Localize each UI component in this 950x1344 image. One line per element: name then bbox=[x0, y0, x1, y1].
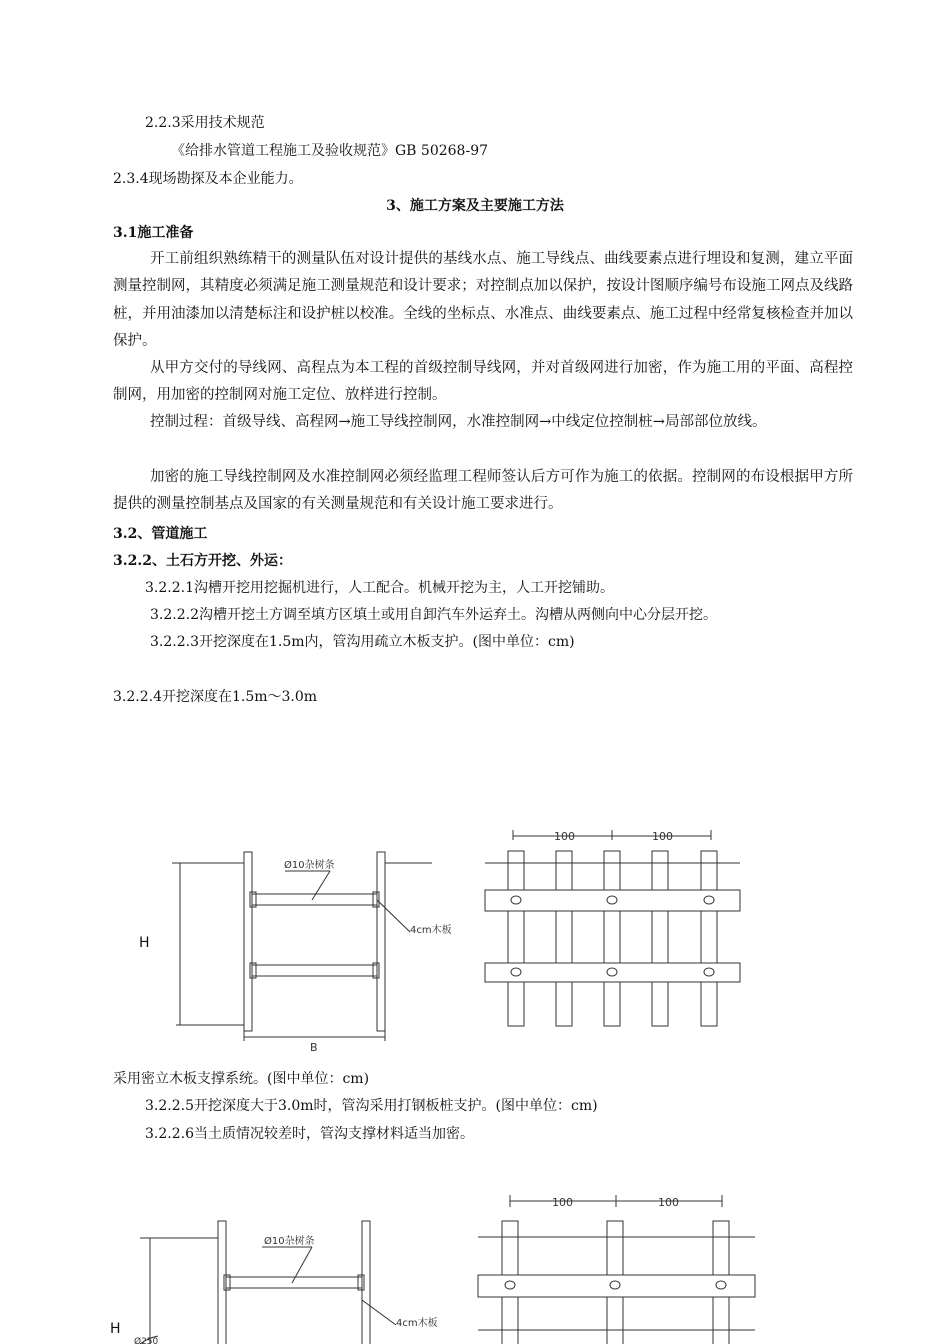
section-31-heading: 3.1施工准备 bbox=[113, 225, 194, 241]
chapter-3-title: 3、施工方案及主要施工方法 bbox=[386, 198, 564, 214]
fig1-dim-2: 100 bbox=[652, 830, 673, 843]
section-31-paragraph-4: 加密的施工导线控制网及水准控制网必须经监理工程师签认后方可作为施工的依据。控制网的布设根据甲方所提供的测量控制基点及国家的有关测量规范和有关设计施工要求进行。 bbox=[113, 469, 853, 513]
section-32-heading: 3.2、管道施工 bbox=[113, 526, 208, 542]
fig2-rod-label: Ø10杂树条 bbox=[264, 1236, 315, 1247]
section-31-paragraph-1: 开工前组织熟练精干的测量队伍对设计提供的基线水点、施工导线点、曲线要素点进行埋设和复测，建立平面测量控制网，其精度必须满足施工测量规范和设计要求；对控制点加以保护，按设计图顺序编号布设施工网点及线路桩，并用油漆加以清楚标注和设护桩以校准。全线的坐标点、水准点、曲线要素点、施工过程中经常复核检查并加以保护。 bbox=[113, 251, 853, 349]
item-3221: 3.2.2.1沟槽开挖用挖掘机进行，人工配合。机械开挖为主，人工开挖铺助。 bbox=[145, 580, 614, 596]
section-322-heading: 3.2.2、土石方开挖、外运： bbox=[113, 553, 292, 569]
standard-reference: 《给排水管道工程施工及验收规范》GB 50268-97 bbox=[171, 143, 489, 159]
section-31-paragraph-3: 控制过程：首级导线、高程网→施工导线控制网，水准控制网→中线定位控制桩→局部部位放线。 bbox=[150, 414, 767, 430]
fig1-board-label: 4cm木板 bbox=[410, 925, 452, 936]
fig1-h-label: H bbox=[139, 935, 150, 951]
figure-1-caption: 采用密立木板支撑系统。(图中单位：cm) bbox=[113, 1071, 370, 1087]
fig1-dim-1: 100 bbox=[554, 830, 575, 843]
fig2-dim-1: 100 bbox=[552, 1196, 573, 1209]
fig2-h-label: H bbox=[110, 1321, 121, 1337]
fig2-dim-2: 100 bbox=[658, 1196, 679, 1209]
fig2-dia-label: Ø250 bbox=[134, 1337, 159, 1344]
item-3224: 3.2.2.4开挖深度在1.5m～3.0m bbox=[113, 689, 318, 705]
item-3222: 3.2.2.2沟槽开挖土方调至填方区填土或用自卸汽车外运弃土。沟槽从两侧向中心分层开挖。 bbox=[150, 607, 717, 623]
section-234: 2.3.4现场勘探及本企业能力。 bbox=[113, 171, 303, 187]
section-31-paragraph-2: 从甲方交付的导线网、高程点为本工程的首级控制导线网，并对首级网进行加密，作为施工用的平面、高程控制网，用加密的控制网对施工定位、放样进行控制。 bbox=[113, 360, 853, 404]
fig2-board-label: 4cm木板 bbox=[396, 1318, 438, 1329]
item-3226: 3.2.2.6当土质情况较差时，管沟支撑材料适当加密。 bbox=[145, 1126, 474, 1142]
item-3225: 3.2.2.5开挖深度大于3.0m时，管沟采用打钢板桩支护。(图中单位：cm) bbox=[145, 1098, 598, 1114]
fig1-b-label: B bbox=[310, 1041, 318, 1054]
item-3223: 3.2.2.3开挖深度在1.5m内，管沟用疏立木板支护。(图中单位：cm) bbox=[150, 634, 575, 650]
fig1-rod-label: Ø10杂树条 bbox=[284, 860, 335, 871]
section-223-heading: 2.2.3采用技术规范 bbox=[145, 115, 265, 131]
